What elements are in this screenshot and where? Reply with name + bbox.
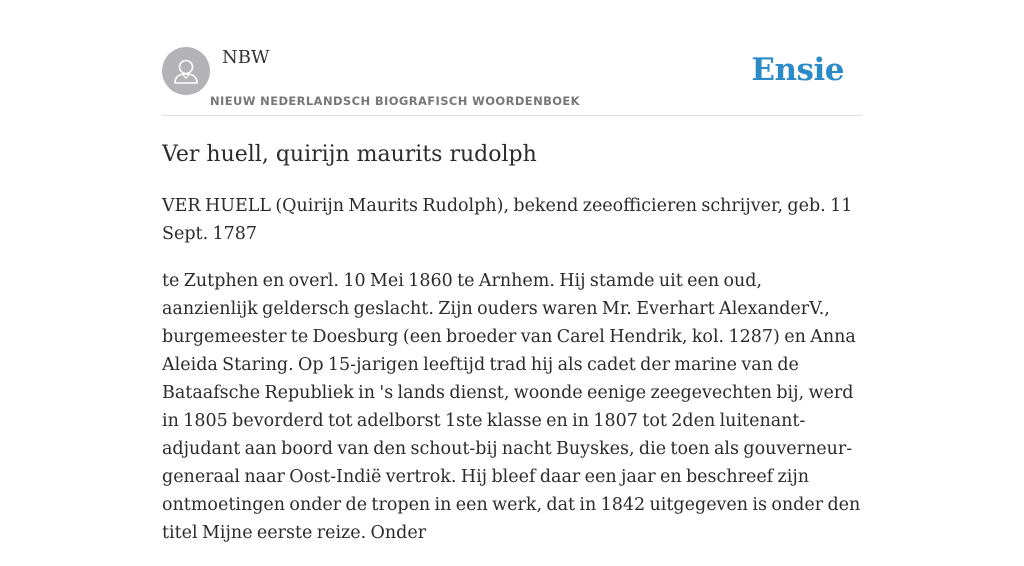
- article-header: [162, 46, 862, 116]
- article-paragraph: te Zutphen en overl. 10 Mei 1860 te Arnhem. Hij stamde uit een oud, aanzienlijk geldersch geslacht. Zijn ouders waren Mr. Everhart AlexanderV., burgemeester te Doesburg (een broeder van Carel Hendrik, kol. 1287) en Anna Aleida Staring. Op 15-jarigen leeftijd trad hij als cadet der marine van de Bataafsche Republiek in 's lands dienst, woonde eenige zeegevechten bij, werd in 1805 bevorderd tot adelborst 1ste klasse en in 1807 tot 2den luitenant-adjudant aan boord van den schout-bij nacht Buyskes, die toen als gouverneur-generaal naar Oost-Indië vertrok. Hij bleef daar een jaar en beschreef zijn ontmoetingen onder de tropen in een werk, dat in 1842 uitgegeven is onder den titel Mijne eerste reize. Onder: [162, 271, 861, 543]
- brand-logo[interactable]: Ensie: [751, 52, 844, 88]
- article-title: Ver huell, quirijn maurits rudolph: [162, 142, 537, 167]
- avatar[interactable]: [162, 47, 210, 95]
- author-name[interactable]: NBW: [222, 47, 270, 68]
- user-placeholder-icon: [162, 47, 210, 95]
- article-body: [162, 192, 862, 566]
- source-name[interactable]: NIEUW NEDERLANDSCH BIOGRAFISCH WOORDENBOEK: [210, 94, 580, 108]
- article-paragraph: VER HUELL (Quirijn Maurits Rudolph), bekend zeeofficieren schrijver, geb. 11 Sept. 1787: [162, 196, 853, 244]
